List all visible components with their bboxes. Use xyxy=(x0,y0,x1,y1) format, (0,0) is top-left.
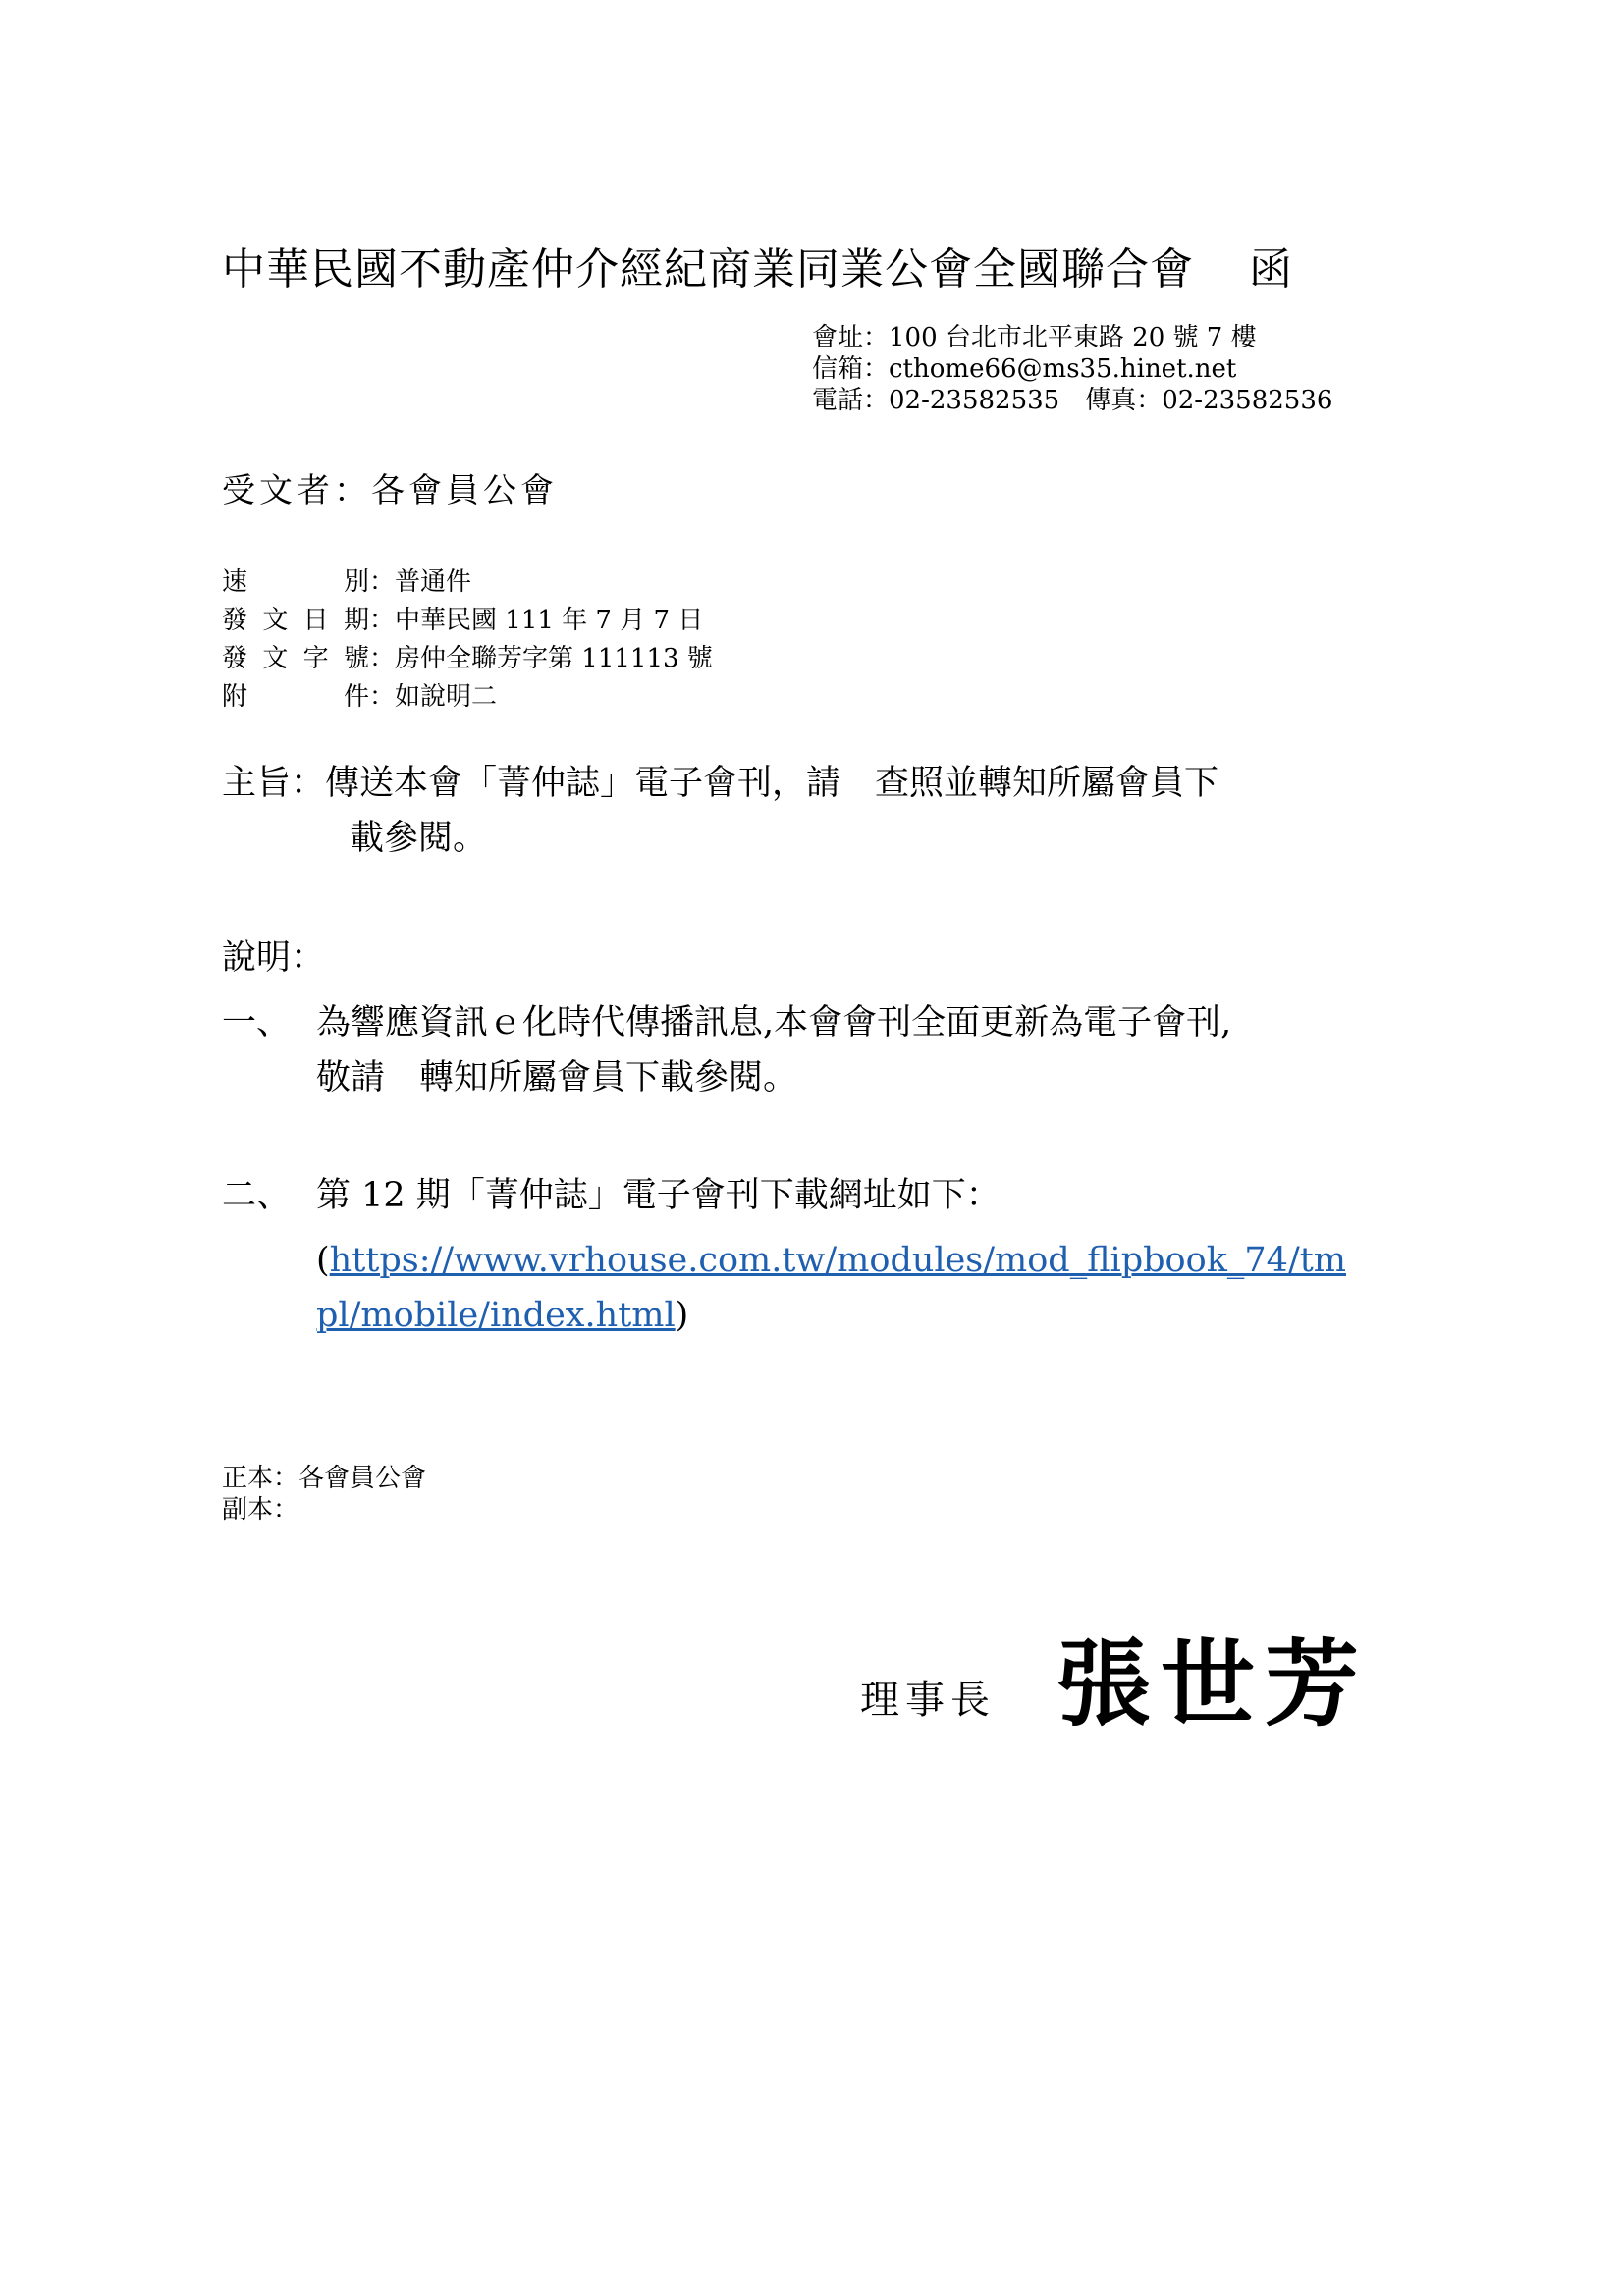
meta-label: 發文字號 xyxy=(222,644,369,673)
explanation-item-2-line-1: 第 12 期「菁仲誌」電子會刊下載網址如下： xyxy=(316,1176,1001,1215)
explanation-item-1-number: 一、 xyxy=(222,1003,292,1042)
explanation-item-1-line-2: 敬請 轉知所屬會員下載參閱。 xyxy=(316,1058,798,1097)
flipbook-download-link[interactable]: https://www.vrhouse.com.tw/modules/mod_flipbook_74/tm xyxy=(329,1241,1346,1280)
subject-line-2: 載參閱。 xyxy=(350,819,488,858)
meta-speed: 速別：普通件 xyxy=(222,563,471,602)
meta-label: 發文日期 xyxy=(222,606,369,635)
flipbook-download-link-continued[interactable]: pl/mobile/index.html xyxy=(316,1296,676,1335)
subject-line-1: 主旨：傳送本會「菁仲誌」電子會刊，請 查照並轉知所屬會員下 xyxy=(222,764,1219,803)
distribution-copy: 副本： xyxy=(222,1495,299,1524)
organization-name: 中華民國不動產仲介經紀商業同業公會全國聯合會 xyxy=(222,244,1194,294)
meta-label: 速別 xyxy=(222,567,369,597)
explanation-heading: 說明： xyxy=(222,938,326,978)
explanation-item-2-number: 二、 xyxy=(222,1176,292,1215)
explanation-item-1-line-1: 為響應資訊ｅ化時代傳播訊息,本會會刊全面更新為電子會刊, xyxy=(316,1003,1232,1042)
recipient: 受文者：各會員公會 xyxy=(222,471,558,510)
meta-date: 發文日期：中華民國 111 年 7 月 7 日 xyxy=(222,602,703,640)
meta-value: 普通件 xyxy=(395,567,472,597)
letterhead-title xyxy=(222,234,1293,296)
meta-doc-number: 發文字號：房仲全聯芳字第 111113 號 xyxy=(222,640,713,678)
contact-phone-fax: 電話：02-23582535 傳真：02-23582536 xyxy=(812,386,1333,415)
subject xyxy=(222,756,1218,866)
signature-role: 理事長 xyxy=(860,1678,996,1723)
distribution-original: 正本：各會員公會 xyxy=(222,1464,427,1493)
document-type: 函 xyxy=(1249,244,1293,294)
meta-value: 房仲全聯芳字第 111113 號 xyxy=(395,644,713,673)
contact-email: 信箱：cthome66@ms35.hinet.net xyxy=(812,354,1237,384)
signature-name: 張世芳 xyxy=(1056,1629,1369,1739)
meta-attachment: 附件：如說明二 xyxy=(222,678,497,717)
explanation-item-2-link-line-2: pl/mobile/index.html) xyxy=(316,1296,689,1335)
meta-value: 如說明二 xyxy=(395,682,498,712)
meta-value: 中華民國 111 年 7 月 7 日 xyxy=(395,606,704,635)
contact-address: 會址：100 台北市北平東路 20 號 7 樓 xyxy=(812,323,1257,352)
meta-label: 附件 xyxy=(222,682,369,712)
explanation-item-2-link-line-1: (https://www.vrhouse.com.tw/modules/mod_flipbook_74/tm xyxy=(316,1241,1346,1280)
